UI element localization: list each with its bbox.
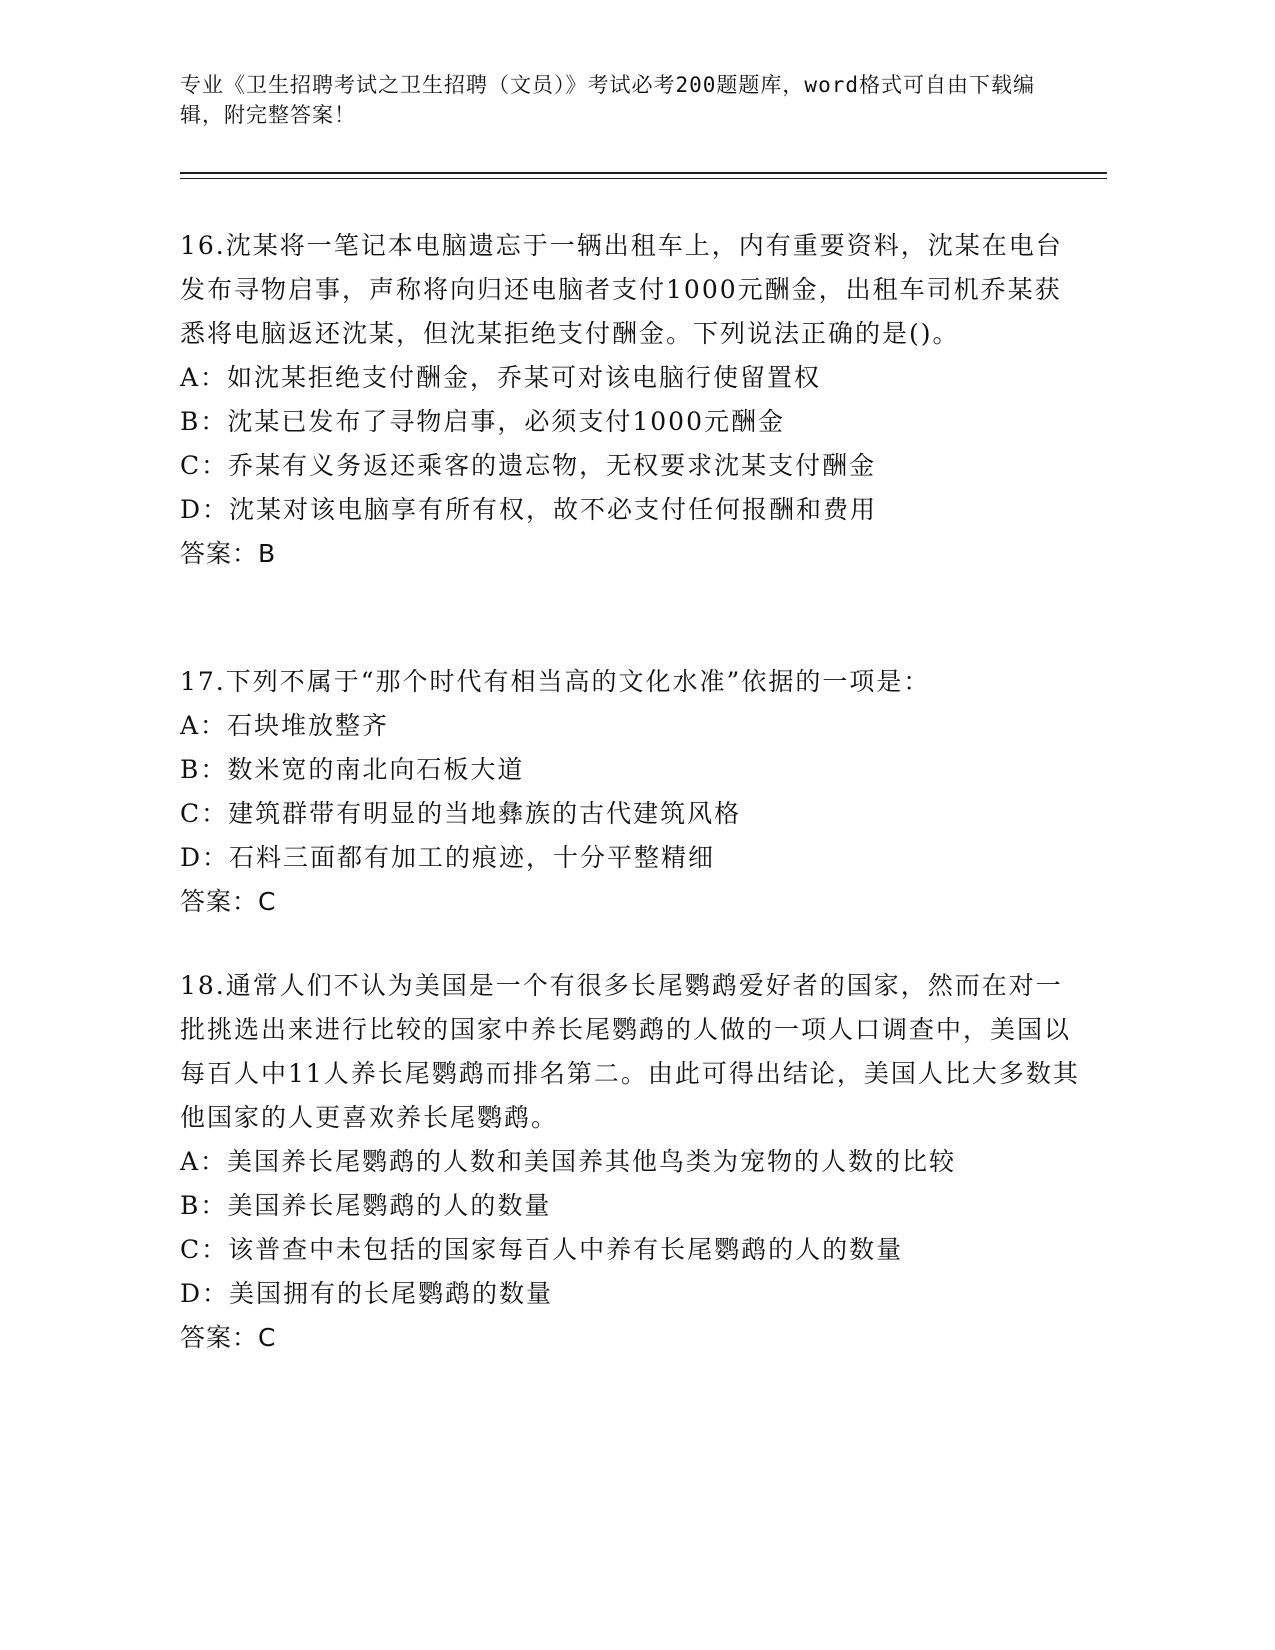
question-stem: 17.下列不属于“那个时代有相当高的文化水准”依据的一项是： <box>180 667 931 696</box>
option-d: D：石料三面都有加工的痕迹，十分平整精细 <box>180 843 716 872</box>
question-stem: 16.沈某将一笔记本电脑遗忘于一辆出租车上，内有重要资料，沈某在电台发布寻物启事，声称将向归还电脑者支付1000元酬金，出租车司机乔某获悉将电脑返还沈某，但沈某拒绝支付酬金。下列说法正确的是()。 <box>180 231 1063 348</box>
option-a: A：石块堆放整齐 <box>180 711 390 740</box>
header-rule-thick <box>180 172 1107 174</box>
option-b: B：美国养长尾鹦鹉的人的数量 <box>180 1191 552 1220</box>
option-a: A：美国养长尾鹦鹉的人数和美国养其他鸟类为宠物的人数的比较 <box>180 1147 957 1176</box>
answer-line: 答案：C <box>180 1323 277 1352</box>
question-17 <box>180 660 1080 924</box>
option-a: A：如沈某拒绝支付酬金，乔某可对该电脑行使留置权 <box>180 363 822 392</box>
question-16 <box>180 224 1080 576</box>
header-rule-thin <box>180 178 1107 179</box>
option-d: D：沈某对该电脑享有所有权，故不必支付任何报酬和费用 <box>180 495 878 524</box>
option-c: C：该普查中未包括的国家每百人中养有长尾鹦鹉的人的数量 <box>180 1235 904 1264</box>
option-c: C：建筑群带有明显的当地彝族的古代建筑风格 <box>180 799 742 828</box>
question-stem: 18.通常人们不认为美国是一个有很多长尾鹦鹉爱好者的国家，然而在对一批挑选出来进行比较的国家中养长尾鹦鹉的人做的一项人口调查中，美国以每百人中11人养长尾鹦鹉而排名第二。由此可得出结论，美国人比大多数其他国家的人更喜欢养长尾鹦鹉。 <box>180 971 1080 1132</box>
document-header: 专业《卫生招聘考试之卫生招聘（文员）》考试必考200题题库，word格式可自由下载编辑，附完整答案！ <box>180 73 1035 127</box>
option-c: C：乔某有义务返还乘客的遗忘物，无权要求沈某支付酬金 <box>180 451 877 480</box>
answer-line: 答案：B <box>180 539 277 568</box>
question-18 <box>180 964 1080 1360</box>
option-d: D：美国拥有的长尾鹦鹉的数量 <box>180 1279 554 1308</box>
answer-line: 答案：C <box>180 887 277 916</box>
option-b: B：沈某已发布了寻物启事，必须支付1000元酬金 <box>180 407 785 436</box>
option-b: B：数米宽的南北向石板大道 <box>180 755 525 784</box>
